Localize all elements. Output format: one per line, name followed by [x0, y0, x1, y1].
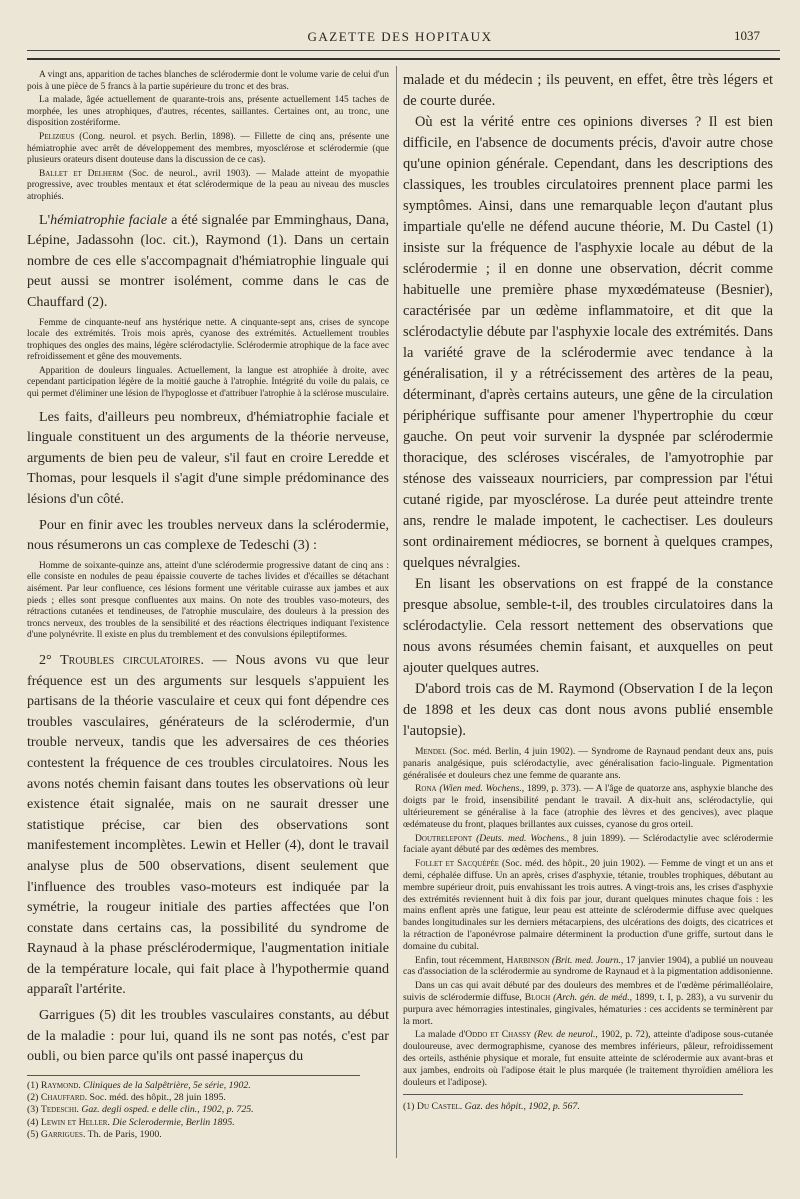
footnote: [27, 1117, 389, 1129]
journal-ref: (Brit. med. Journ.,: [549, 954, 626, 966]
case-paragraph: Femme de cinquante-neuf ans hystérique nette. A cinquante-sept ans, crises de syncope locale des extrémités. Trois mois après, cyanose des extrémités. Actuellement troubles trophiques des ongles des mains, légère sclérodactylie. Sclérodermie atrophique de la face avec refroidissement et gêne des mouvements.: [27, 317, 389, 363]
footnote-author: Chauffard.: [40, 1092, 88, 1104]
author-ref: Harbinson: [506, 954, 550, 966]
case-text: Dans un cas qui avait débuté par des douleurs des membres et de l'œdème périmalléolaire, suivis de sclérodermie diffuse,: [403, 980, 773, 1003]
case-paragraph: [403, 980, 773, 1027]
author-ref: Ballet et Delherm: [39, 168, 124, 179]
case-paragraph: [403, 833, 773, 857]
footnote-rule: [27, 1075, 360, 1076]
footnote-author: Tedeschi.: [40, 1104, 79, 1116]
footnote-source: Th. de Paris, 1900.: [85, 1129, 162, 1141]
footnote: [403, 1101, 773, 1113]
case-paragraph: [403, 955, 773, 979]
journal-ref: (Rev. de neurol.,: [531, 1029, 601, 1041]
footnote-source: Die Sclerodermie, Berlin 1895.: [109, 1116, 235, 1128]
italic-term: hémiatrophie faciale: [50, 211, 168, 228]
case-paragraph: Apparition de douleurs linguales. Actuellement, la langue est atrophiée à droite, avec cependant participation légère de la moitié gauche à l'atrophie. Intégrité du voile du palais, ce qui permet d'éliminer une lésion de l'hypoglosse et d'attribuer l'atrophie à la sclérose musculaire.: [27, 365, 389, 400]
author-ref: Mendel: [415, 746, 447, 757]
journal-ref: (Wien med. Wochens.,: [436, 783, 527, 795]
right-column: [403, 70, 773, 1114]
case-text: (Soc. de neurol., avril 1903). — Malade atteint de myopathie progressive, avec troubles mentaux et état sclérodermique de la peau au niveau des muscles atrophiés.: [27, 168, 389, 202]
header-rule: [27, 50, 780, 51]
case-paragraph: [27, 169, 389, 204]
footnote-number: (2): [27, 1092, 41, 1104]
body-paragraph: [27, 650, 389, 1000]
footnote-number: (5): [27, 1129, 41, 1141]
footnote-author: Raymond.: [40, 1079, 81, 1091]
author-ref: Doutrelepont: [415, 832, 473, 844]
body-paragraph: Les faits, d'ailleurs peu nombreux, d'hémiatrophie faciale et linguale constituent un des arguments de la théorie nerveuse, arguments de bien peu de valeur, s'il faut en croire Leredde et Thomas, pour lesquels il s'agit d'une simple prédominance des lésions d'un côté.: [27, 408, 389, 508]
case-text: 8 juin 1899). — Sclérodactylie avec sclérodermie faciale ayant débuté par des œdèmes des membres.: [403, 832, 773, 856]
footnote-source: Gaz. degli osped. e delle clin., 1902, p. 725.: [78, 1104, 254, 1116]
case-paragraph: [403, 783, 773, 830]
body-text: a été signalée par Emminghaus, Dana, Lépine, Jadassohn (loc. cit.), Raymond (1). Dans un certain nombre de ces elle s'accompagnait d'hémiatrophie linguale qui peut aussi se montrer isolément, comme dans le cas de Chauffard (2).: [27, 211, 389, 310]
journal-ref: (Deuts. med. Wochens.,: [472, 832, 573, 844]
footnote: [27, 1129, 389, 1141]
case-text: (Soc. méd. Berlin, 4 juin 1902). — Syndrome de Raynaud pendant deux ans, puis panaris analgésique, puis sclérodactylie, avec généralisation facio-linguale. Pigmentation généralisée et douleurs chez une femme de quarante ans.: [403, 746, 773, 781]
page-number: 1037: [734, 28, 760, 43]
section-heading: 2° Troubles circulatoires.: [39, 651, 205, 668]
case-text: 17 janvier 1904), a publié un nouveau cas d'association de la sclérodermie au syndrome de Raynaud et à la pigmentation addisonienne.: [403, 954, 773, 978]
case-text: 1902, p. 72), atteinte d'adipose sous-cutanée douloureuse, avec dermographisme, cyanose des membres inférieurs, pâleur, refroidissement des orteils, asthénie physique et morale, fut ensuite atteinte de sclérodermie aux avant-bras et aux jambes, endroits où l'adipose était le plus marquée (le traitement thyroïdien améliora les douleurs et l'adipose).: [403, 1029, 773, 1088]
footnote-number: (1): [403, 1101, 417, 1113]
case-paragraph: [27, 132, 389, 167]
author-ref: Follet et Sacquépée: [415, 858, 499, 870]
author-ref: Rona: [415, 783, 437, 795]
case-paragraph: Homme de soixante-quinze ans, atteint d'une sclérodermie progressive datant de cinq ans : elle consiste en nodules de peau épaissie couverte de taches livides et d'écailles se détachant aisément. Par leur confluence, ces lésions forment une véritable cuirasse aux jambes et aux pieds ; elles sont presque confluentes aux mains. On note des troubles vaso-moteurs, des rétractions cutanées et tendineuses, de l'atrophie musculaire, des douleurs à la pression des troncs nerveux, des troubles de la sensibilité et des réactions électriques indiquant l'existence d'une polynévrite. Il existe en plus du tremblement et des convulsions épileptiformes.: [27, 560, 389, 641]
case-text: (Cong. neurol. et psych. Berlin, 1898). — Fillette de cinq ans, présente une hémiatrophie avec arrêt de développement des membres, myosclérose et sclérodermie (que plusieurs orateurs disent douteuse dans la discussion de ce cas).: [27, 131, 389, 166]
running-header-title: GAZETTE DES HOPITAUX: [307, 29, 493, 44]
footnote-author: Du Castel.: [416, 1101, 463, 1113]
body-text: L': [39, 211, 51, 228]
footnote: [27, 1080, 389, 1092]
case-text: (Soc. méd. des hôpit., 20 juin 1902). — Femme de vingt et un ans et demi, céphalée diffuse. Un an après, crises d'asphyxie, tétanie, troubles trophiques, débutant au membre supérieur droit, puis envahissant les trois autres. A vingt-trois ans, les crises d'asphyxie des extrémités reviennent huit à dix fois par jour, durant quelques minutes chaque fois : les mains enflent après une fatigue, leur peau est atteinte de sclérodermie diffuse avec quelques bandes longitudinales sur les derniers métacarpiens, des ulcérations des doigts, des cicatrices et la rétraction de l'aponévrose palmaire déterminent la production d'une griffe, surtout dans le domaine du cubital.: [403, 858, 773, 952]
footnote-source: Cliniques de la Salpêtrière, 5e série, 1902.: [80, 1079, 251, 1091]
left-column: [27, 70, 389, 1141]
body-text: — Nous avons vu que leur fréquence est un des arguments sur lesquels s'appuient les partisans de la théorie vasculaire et ceux qui font dépendre ces troubles vasculaires, générateurs de la sclérodermie, d'un trouble nerveux, tandis que les adversaires de ces théories contestent la fréquence de ces troubles circulatoires. Nous les avons notés chemin faisant dans toutes les observations où leur existence était signalée, mais on ne saurait dresser une statistique précise, car bien des observations sont manifestement incomplètes. Lewin et Heller (4), dont le travail analyse plus de 500 observations, disent seulement que l'influence des troubles vaso-moteurs est indiquée par la symétrie, la rougeur initiale des parties affectées que l'on constate dans certains cas, la possibilité du syndrome de Raynaud à la phase présclérodermique, l'augmentation initiale de la température locale, qui fait place à l'hypothermie quand apparaît l'artérite.: [27, 651, 389, 998]
case-paragraph: A vingt ans, apparition de taches blanches de sclérodermie dont le volume varie de celui d'un pois à une pièce de 5 francs à la partie supérieure du tronc et des bras.: [27, 70, 389, 92]
case-text: Enfin, tout récemment,: [415, 954, 507, 966]
body-paragraph: D'abord trois cas de M. Raymond (Observation I de la leçon de 1898 et les deux cas dont nous avons publié ensemble l'autopsie).: [403, 681, 773, 739]
case-paragraph: La malade, âgée actuellement de quarante-trois ans, présente actuellement 145 taches de morphée, les unes atrophiques, d'autres, récentes, saillantes. Certaines ont, au tronc, une disposition zostériforme.: [27, 95, 389, 129]
header-double-rule: [27, 58, 780, 60]
case-text: 1899, p. 373). — A l'âge de quatorze ans, asphyxie blanche des doigts par le froid, insensibilité pendant le travail. A dix-huit ans, sclérodactylie, qui ultérieurement se généralise à la face (atrophie des lèvres et des gencives), avec plaque œdémateuse du front, plaques brillantes aux cuisses, cyanose du gros orteil.: [403, 783, 773, 830]
footnote-author: Garrigues.: [40, 1129, 86, 1141]
footnote-number: (3): [27, 1104, 41, 1116]
case-paragraph: [403, 858, 773, 952]
footnote-author: Lewin et Heller.: [40, 1116, 110, 1128]
author-ref: Pelizœus: [39, 131, 75, 142]
author-ref: Oddo et Chassy: [465, 1029, 532, 1041]
footnote: [27, 1104, 389, 1116]
body-paragraph: Où est la vérité entre ces opinions diverses ? Il est bien difficile, en l'absence de documents précis, d'avoir autre chose qu'une opinion générale. Cependant, dans les descriptions des classiques, les troubles circulatoires prennent place parmi les symptômes. Ainsi, dans une remarquable leçon d'autant plus impartiale qu'elle ne défend aucune théorie, M. Du Castel (1) insiste sur la fréquence de l'asphyxie locale au début de la sclérodermie ; il en donne une observation, décrit comme habituelle une première phase myxœdémateuse (Besnier), caractérisée par un œdème inflammatoire, et dit que la sclérodactylie débute par l'asphyxie locale des extrémités. Dans la variété grave de la sclérodermie avec tendance à la généralisation, il y a rétrécissement des artères de la peau, déterminant, d'après certains auteurs, une gêne de la circulation périphérique suffisante pour amener l'hypertrophie du cœur gauche. On peut voir survenir la dyspnée par sclérodermie thoracique, des scléroses viscérales, de l'amyotrophie par sténose des vaisseaux nourriciers, par compression par l'étui cutané rigide, par myosclérose. La durée peut atteindre trente ans, rendre le malade impotent, le cachectiser. Les douleurs sont ordinairement médiocres, se bornent à quelques crampes, quelques névralgies.: [403, 114, 773, 571]
body-paragraph: En lisant les observations on est frappé de la constance presque absolue, semble-t-il, des troubles circulatoires dans la sclérodactylie. Cela ressort nettement des observations que nous avons résumées chemin faisant, et auxquelles on peut ajouter quelques autres.: [403, 576, 773, 676]
body-paragraph: Pour en finir avec les troubles nerveux dans la sclérodermie, nous résumerons un cas complexe de Tedeschi (3) :: [27, 516, 389, 554]
case-paragraph: [403, 746, 773, 781]
footnote-rule: [403, 1094, 743, 1095]
body-paragraph: Garrigues (5) dit les troubles vasculaires constants, au début de la maladie : pour lui, quand ils ne sont pas notés, c'est par oubli, ou bien parce qu'ils ont passé inaperçus du: [27, 1007, 389, 1065]
case-paragraph: [403, 1029, 773, 1088]
body-paragraph: [27, 210, 389, 313]
footnote-number: (1): [27, 1079, 41, 1091]
author-ref: Bloch: [524, 991, 551, 1003]
column-divider: [396, 66, 397, 1158]
footnote-source: Gaz. des hôpit., 1902, p. 567.: [462, 1101, 580, 1113]
journal-ref: (Arch. gén. de méd.,: [550, 991, 635, 1003]
footnote-number: (4): [27, 1116, 41, 1128]
body-paragraph: malade et du médecin ; ils peuvent, en effet, être très légers et de courte durée.: [403, 72, 773, 109]
footnote: [27, 1092, 389, 1104]
case-text: 1899, t. I, p. 283), a vu survenir du purpura avec hémorragies intestinales, gingivales, hématuries : ces accidents se terminèrent par la mort.: [403, 991, 773, 1027]
footnote-source: Soc. méd. des hôpit., 28 juin 1895.: [87, 1092, 226, 1104]
case-text: La malade d': [415, 1029, 466, 1041]
